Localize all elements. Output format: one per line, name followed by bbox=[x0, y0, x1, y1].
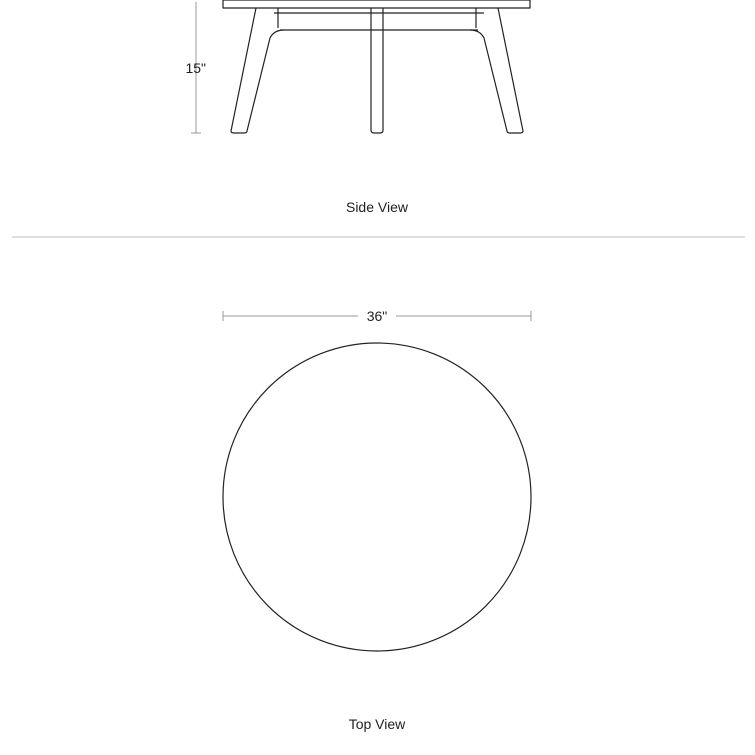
left-leg bbox=[231, 8, 284, 133]
side-view bbox=[185, 0, 530, 215]
table-side-drawing bbox=[223, 0, 530, 133]
height-dimension bbox=[185, 2, 206, 133]
side-view-caption: Side View bbox=[345, 199, 409, 215]
top-view bbox=[223, 308, 531, 732]
diameter-dimension-label: 36" bbox=[366, 308, 388, 324]
right-leg bbox=[470, 8, 523, 133]
top-view-caption: Top View bbox=[348, 716, 406, 732]
tabletop-top-outline bbox=[223, 343, 531, 651]
center-leg bbox=[371, 8, 383, 133]
diameter-dimension bbox=[223, 308, 531, 324]
tabletop-profile bbox=[223, 0, 530, 8]
height-dimension-label: 15" bbox=[185, 60, 206, 76]
